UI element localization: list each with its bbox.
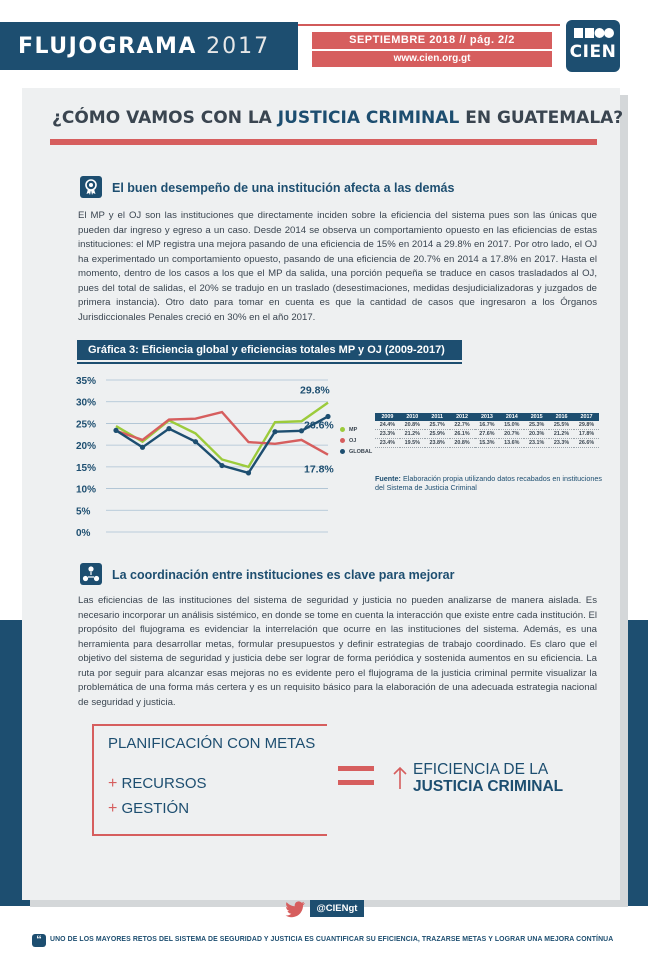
table-cell: 20.8% (450, 439, 475, 448)
plus-icon: + (108, 775, 118, 792)
logo-text: CIEN (569, 42, 617, 62)
data-point (272, 429, 277, 434)
table-row (375, 421, 599, 430)
twitter-handle-link[interactable]: @CIENgt (310, 900, 364, 917)
table-cell: 15.0% (499, 421, 524, 430)
table-cell: 25.3% (524, 421, 549, 430)
formula-item-label: GESTIÓN (121, 800, 190, 817)
formula-result-line2: JUSTICIA CRIMINAL (413, 778, 564, 795)
legend-swatch (340, 438, 345, 443)
y-tick-label: 20% (76, 441, 97, 453)
table-cell: 25.7% (425, 421, 450, 430)
formula-item-label: RECURSOS (121, 775, 207, 792)
table-header-row (375, 413, 599, 421)
header-title-main: FLUJOGRAMA (18, 34, 197, 59)
legend-item (340, 446, 372, 457)
legend-swatch (340, 427, 345, 432)
table-header-cell: 2015 (524, 413, 549, 421)
table-row (375, 430, 599, 439)
legend-item (340, 424, 372, 435)
end-value-label: 29.8% (300, 384, 330, 397)
table-cell: 23.8% (425, 439, 450, 448)
data-point (325, 414, 330, 419)
y-tick-label: 15% (76, 462, 97, 474)
chart-source (375, 474, 603, 492)
end-value-label: 26.6% (304, 419, 334, 432)
table-header-cell: 2017 (574, 413, 599, 421)
legend-label: MP (349, 426, 358, 433)
twitter-icon[interactable] (284, 900, 306, 918)
table-header-cell: 2016 (549, 413, 574, 421)
logo-mark-icon (574, 26, 614, 40)
formula-result-line1: EFICIENCIA DE LA (413, 761, 549, 778)
table-cell: 23.1% (524, 439, 549, 448)
table-cell: 29.8% (574, 421, 599, 430)
section-body-coordination: Las eficiencias de las instituciones del sistema de seguridad y justicia no pueden analizarse de manera aislada. Es necesario incorporar un análisis sistémico, en donde se tome en cuenta la interacción que existe entre cada institución. El propósito del flujograma es evidenciar la interrelación que ocurre en las instituciones del sistema. Además, es una herramienta para desarrollar metas, formular presupuestos y definir estrategias de trabajo coordinado. Es claro que el objetivo del sistema de seguridad y justicia debe ser lograr de forma periódica y sostenida aumentos en su eficiencia. La ruta por seguir para alcanzar esas mejoras no es evidente pero el flujograma de la justicia criminal permite visualizar la problemática de una forma más certera y es un requisito básico para la elaboración de una adecuada estrategia nacional de seguridad y justicia. (78, 595, 597, 708)
table-header-cell: 2009 (375, 413, 400, 421)
table-cell: 15.3% (475, 439, 500, 448)
arrow-up-icon (393, 766, 407, 790)
table-header-cell: 2011 (425, 413, 450, 421)
y-tick-label: 25% (76, 419, 97, 431)
quote-icon: “ (32, 934, 46, 947)
table-cell: 13.6% (499, 439, 524, 448)
title-underline (50, 139, 597, 145)
table-cell: 20.7% (499, 430, 524, 439)
page-title-prefix: ¿CÓMO VAMOS CON LA (52, 108, 278, 128)
legend-label: OJ (349, 437, 357, 444)
section-body-performance: El MP y el OJ son las instituciones que directamente inciden sobre la eficiencia del sistema pues son las únicas que pueden dar ingreso y egreso a un caso. Desde 2014 se observa un comportamiento opuesto en las eficiencias de estas instituciones: el MP registra una mejora pasando de una eficiencia de 15% en 2014 a 29.8% en 2017. Por otro lado, el OJ ha experimentado un comportamiento opuesto, pasando de una eficiencia de 20.7% en 2014 a 17.8% en 2017. Hasta el momento, dentro de los casos a los que el MP da salida, una porción pequeña se traduce en casos trasladados al OJ, pues del total de salidas, el 20% se tradujo en un traslado (desestimaciones, medidas desjudicializadoras y juzgados de primera instancia). Otro dato para tomar en cuenta es que la cantidad de casos que ingresaron a los Órganos Jurisdiccionales Penales creció en 30% en el año 2017. (78, 210, 597, 323)
section-title-coordination: La coordinación entre instituciones es clave para mejorar (112, 568, 455, 582)
header-divider (298, 24, 560, 26)
plus-icon: + (108, 800, 118, 817)
table-header-cell: 2010 (400, 413, 425, 421)
page-title-suffix: EN GUATEMALA? (459, 108, 624, 128)
table-cell: 24.4% (375, 421, 400, 430)
formula-item-management (108, 800, 189, 818)
award-icon (80, 176, 102, 198)
table-cell: 25.9% (425, 430, 450, 439)
table-cell: 26.1% (450, 430, 475, 439)
y-tick-label: 35% (76, 376, 97, 387)
data-point (219, 463, 224, 468)
chart-legend (340, 424, 372, 457)
table-header-cell: 2013 (475, 413, 500, 421)
table-header-cell: 2012 (450, 413, 475, 421)
legend-swatch (340, 449, 345, 454)
table-body (375, 421, 599, 448)
line-chart (70, 370, 380, 545)
table-cell: 22.7% (450, 421, 475, 430)
formula-item-resources (108, 775, 207, 793)
table-cell: 19.5% (400, 439, 425, 448)
data-point (113, 428, 118, 433)
header-date: SEPTIEMBRE 2018 // pág. 2/2 (312, 32, 552, 49)
network-icon (80, 563, 102, 585)
y-tick-label: 10% (76, 484, 97, 496)
header-title-year: 2017 (206, 34, 271, 59)
formula-planning: PLANIFICACIÓN CON METAS (108, 735, 316, 752)
page-title (52, 108, 624, 128)
header-url-link[interactable]: www.cien.org.gt (312, 51, 552, 67)
y-tick-label: 5% (76, 506, 91, 518)
y-tick-label: 0% (76, 528, 91, 539)
header-title (18, 34, 270, 59)
legend-item (340, 435, 372, 446)
data-point (193, 439, 198, 444)
table-cell: 23.3% (375, 430, 400, 439)
table-cell: 21.2% (549, 430, 574, 439)
equals-icon (338, 764, 374, 788)
table-cell: 16.7% (475, 421, 500, 430)
chart-title-underline (77, 362, 462, 364)
y-tick-label: 30% (76, 397, 97, 409)
page-title-highlight: JUSTICIA CRIMINAL (277, 108, 460, 128)
source-label: Fuente: (375, 474, 401, 483)
series-line-oj (116, 412, 328, 455)
table-header-cell: 2014 (499, 413, 524, 421)
data-point (140, 445, 145, 450)
table-cell: 25.5% (549, 421, 574, 430)
chart-title: Gráfica 3: Eficiencia global y eficiencias totales MP y OJ (2009-2017) (88, 344, 445, 356)
table-row (375, 439, 599, 448)
table-cell: 17.8% (574, 430, 599, 439)
table-cell: 21.2% (400, 430, 425, 439)
table-cell: 20.3% (524, 430, 549, 439)
source-text: Elaboración propia utilizando datos recabados en instituciones del Sistema de Justicia Criminal (375, 474, 602, 492)
table-cell: 26.6% (574, 439, 599, 448)
table-cell: 27.6% (475, 430, 500, 439)
data-point (246, 470, 251, 475)
data-table (375, 413, 599, 448)
table-cell: 23.4% (375, 439, 400, 448)
legend-label: GLOBAL (349, 448, 373, 455)
section-title-performance: El buen desempeño de una institución afecta a las demás (112, 181, 455, 195)
footer-quote-text: UNO DE LOS MAYORES RETOS DEL SISTEMA DE SEGURIDAD Y JUSTICIA ES CUANTIFICAR SU EFICIENCIA, TRAZARSE METAS Y LOGRAR UNA MEJORA CONTÍNUA (50, 936, 614, 943)
end-value-label: 17.8% (304, 463, 334, 476)
table-cell: 20.8% (400, 421, 425, 430)
data-point (166, 426, 171, 431)
table-cell: 23.3% (549, 439, 574, 448)
